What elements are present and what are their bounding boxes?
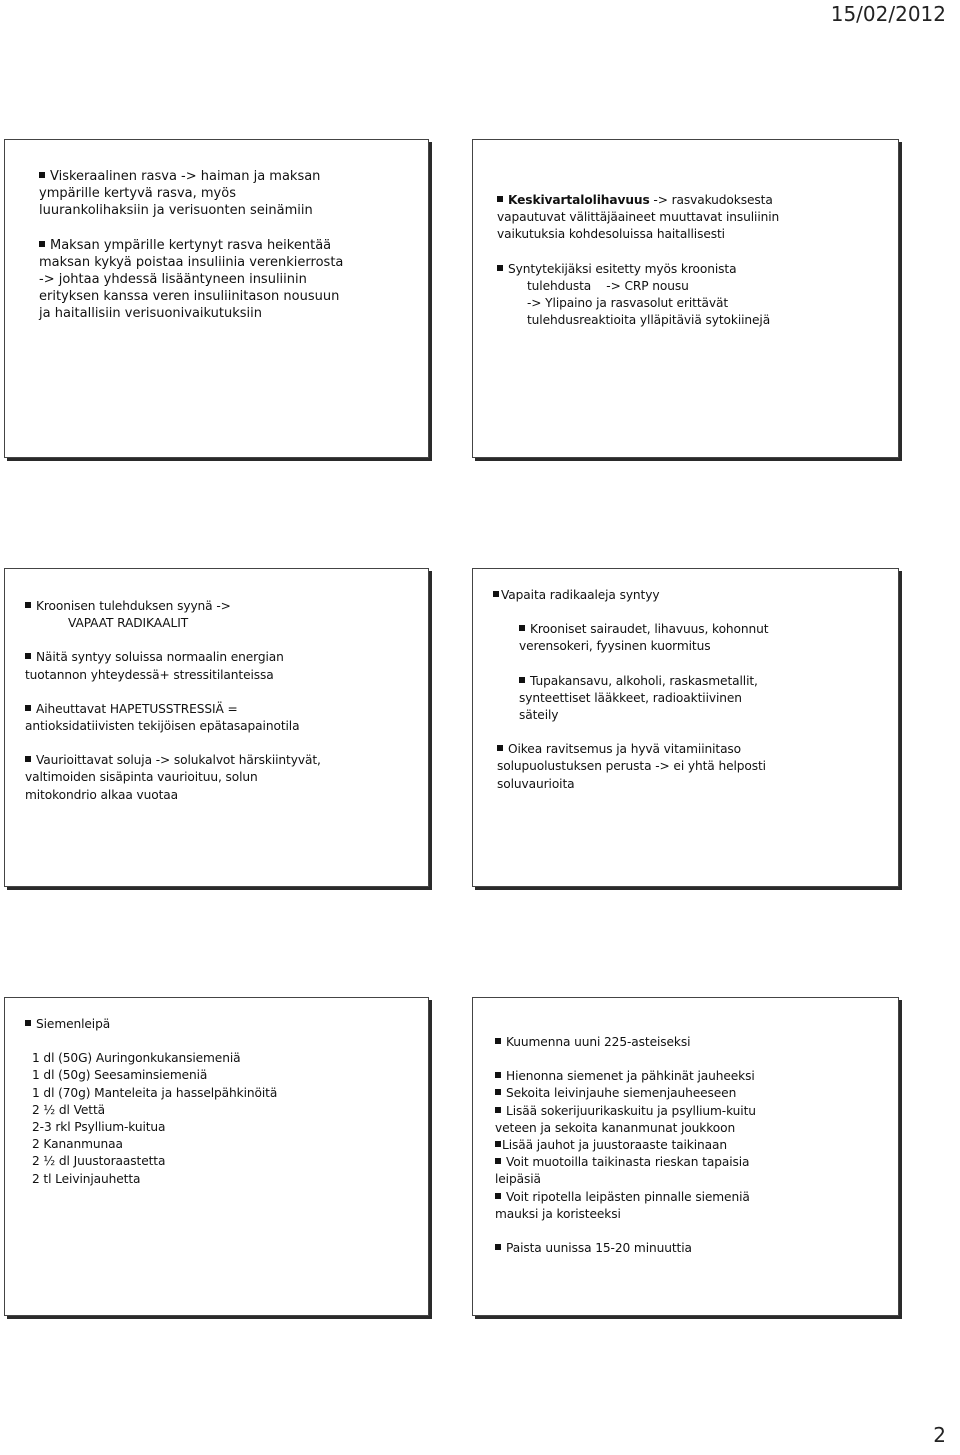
square-bullet-icon (497, 265, 503, 271)
bullet-cell-damage: Vaurioittavat soluja -> solukalvot härskiintyvät, (25, 752, 321, 769)
ingredient-list (25, 1050, 277, 1188)
square-bullet-icon (495, 1141, 501, 1147)
slide-4 (472, 568, 899, 887)
slide-6-text: Kuumenna uuni 225-asteiseksi Hienonna siemenet ja pähkinät jauheeksi Sekoita leivinjauhe siemenjauheeseen Lisää sokerijuurikaskuitu ja psyllium-kuitu veteen ja sekoita kananmunat joukkoon Lisää jauhot ja juustoraaste taikinaan Voit muotoilla taikinasta rieskan tapaisia leipäsiä Voit ripotella leipästen pinnalle siemeniä mauksi ja koristeeksi Paista uunissa 15-20 minuuttia (495, 1034, 756, 1257)
square-bullet-icon (497, 745, 503, 751)
slide-1-text: Viskeraalinen rasva -> haiman ja maksan ympärille kertyvä rasva, myös luurankolihaksiin ja verisuonten seinämiin Maksan ympärille kertynyt rasva heikentää maksan kykyä poistaa insuliinia verenkierrosta -> johtaa yhdessä lisääntyneen insuliinin erityksen kanssa veren insuliinitason nousuun ja haitallisiin verisuonivaikutuksiin (39, 169, 344, 322)
ingredient-item: 2 tl Leivinjauhetta (32, 1171, 141, 1186)
bullet-oxidative-stress: Aiheuttavat HAPETUSSTRESSIÄ = (25, 701, 321, 718)
step-add-fiber: Lisää sokerijuurikaskuitu ja psyllium-kuitu (495, 1103, 756, 1120)
ingredient-item: 1 dl (50g) Seesaminsiemeniä (32, 1068, 208, 1083)
square-bullet-icon (25, 653, 31, 659)
step-shape: Voit muotoilla taikinasta rieskan tapaisia (495, 1154, 756, 1171)
square-bullet-icon (495, 1107, 501, 1113)
square-bullet-icon (25, 602, 31, 608)
date-header: 15/02/2012 (830, 2, 946, 26)
step-grind: Hienonna siemenet ja pähkinät jauheeksi (495, 1068, 756, 1085)
bullet-seed-bread: Siemenleipä (25, 1016, 277, 1033)
ingredient-item: 1 dl (70g) Manteleita ja hasselpähkinöitä (32, 1085, 278, 1100)
square-bullet-icon (495, 1193, 501, 1199)
slide-1 (4, 139, 429, 458)
slide-4-text: Vapaita radikaaleja syntyy Krooniset sairaudet, lihavuus, kohonnut verensokeri, fyysinen kuormitus Tupakansavu, alkoholi, raskasmetallit, synteettiset lääkkeet, radioaktiivinen säteily Oikea ravitsemus ja hyvä vitamiinitaso solupuolustuksen perusta -> ei yhtä helposti soluvaurioita (493, 587, 768, 793)
square-bullet-icon (25, 1020, 31, 1026)
bullet-inflammation: Syntytekijäksi esitetty myös kroonista (497, 261, 779, 278)
square-bullet-icon (25, 756, 31, 762)
square-bullet-icon (495, 1072, 501, 1078)
slide-3-text: Kroonisen tulehduksen syynä -> VAPAAT RADIKAALIT Näitä syntyy soluissa normaalin energian tuotannon yhteydessä+ stressitilanteissa Aiheuttavat HAPETUSSTRESSIÄ = antioksidatiivisten tekijöisen epätasapainotila Vaurioittavat soluja -> solukalvot härskiintyvät, valtimoiden sisäpinta vaurioituu, solun mitokondrio alkaa vuotaa (25, 599, 321, 802)
ingredient-item: 1 dl (50G) Auringonkukansiemeniä (32, 1051, 241, 1066)
slide-2 (472, 139, 899, 458)
square-bullet-icon (495, 1038, 501, 1044)
square-bullet-icon (495, 1244, 501, 1250)
square-bullet-icon (497, 196, 503, 202)
bullet-nutrition: Oikea ravitsemus ja hyvä vitamiinitaso (493, 741, 768, 758)
bullet-central-obesity: Keskivartalolihavuus -> rasvakudoksesta (497, 192, 779, 209)
square-bullet-icon (39, 172, 45, 178)
bullet-liver-fat: Maksan ympärille kertynyt rasva heikentää (39, 237, 343, 254)
slide-3 (4, 568, 429, 887)
step-mix-powder: Sekoita leivinjauhe siemenjauheeseen (495, 1085, 756, 1102)
slide-6 (472, 997, 899, 1316)
square-bullet-icon (493, 591, 499, 597)
bullet-chronic-inflammation: Kroonisen tulehduksen syynä -> (25, 598, 321, 615)
ingredient-item: 2 ½ dl Juustoraastetta (32, 1154, 166, 1169)
bullet-tobacco: Tupakansavu, alkoholi, raskasmetallit, (493, 673, 768, 690)
slide-5-text (25, 1016, 277, 1188)
bullet-formation: Näitä syntyy soluissa normaalin energian (25, 649, 321, 666)
bullet-visceral-fat: Viskeraalinen rasva -> haiman ja maksan (39, 168, 343, 185)
ingredient-item: 2 Kananmunaa (32, 1137, 123, 1152)
slide-2-text: Keskivartalolihavuus -> rasvakudoksesta vapautuvat välittäjäaineet muuttavat insuliinin vaikutuksia kohdesoluissa haitallisesti Syntytekijäksi esitetty myös kroonista tulehdusta -> CRP nousu -> Ylipaino ja rasvasolut erittävät tulehdusreaktioita ylläpitäviä sytokiinejä (497, 193, 780, 328)
page-number: 2 (933, 1423, 946, 1447)
square-bullet-icon (495, 1089, 501, 1095)
square-bullet-icon (25, 705, 31, 711)
ingredient-item: 2 ½ dl Vettä (32, 1102, 106, 1117)
step-sprinkle: Voit ripotella leipästen pinnalle siemeniä (495, 1189, 756, 1206)
step-add-flour: Lisää jauhot ja juustoraaste taikinaan (495, 1137, 756, 1154)
square-bullet-icon (39, 241, 45, 247)
step-oven: Kuumenna uuni 225-asteiseksi (495, 1034, 756, 1051)
square-bullet-icon (495, 1158, 501, 1164)
bullet-chronic-diseases: Krooniset sairaudet, lihavuus, kohonnut (493, 621, 768, 638)
square-bullet-icon (519, 677, 525, 683)
square-bullet-icon (519, 625, 525, 631)
slide-5 (4, 997, 429, 1316)
bullet-free-radicals: Vapaita radikaaleja syntyy (493, 587, 768, 604)
step-bake: Paista uunissa 15-20 minuuttia (495, 1240, 756, 1257)
ingredient-item: 2-3 rkl Psyllium-kuitua (32, 1120, 166, 1135)
